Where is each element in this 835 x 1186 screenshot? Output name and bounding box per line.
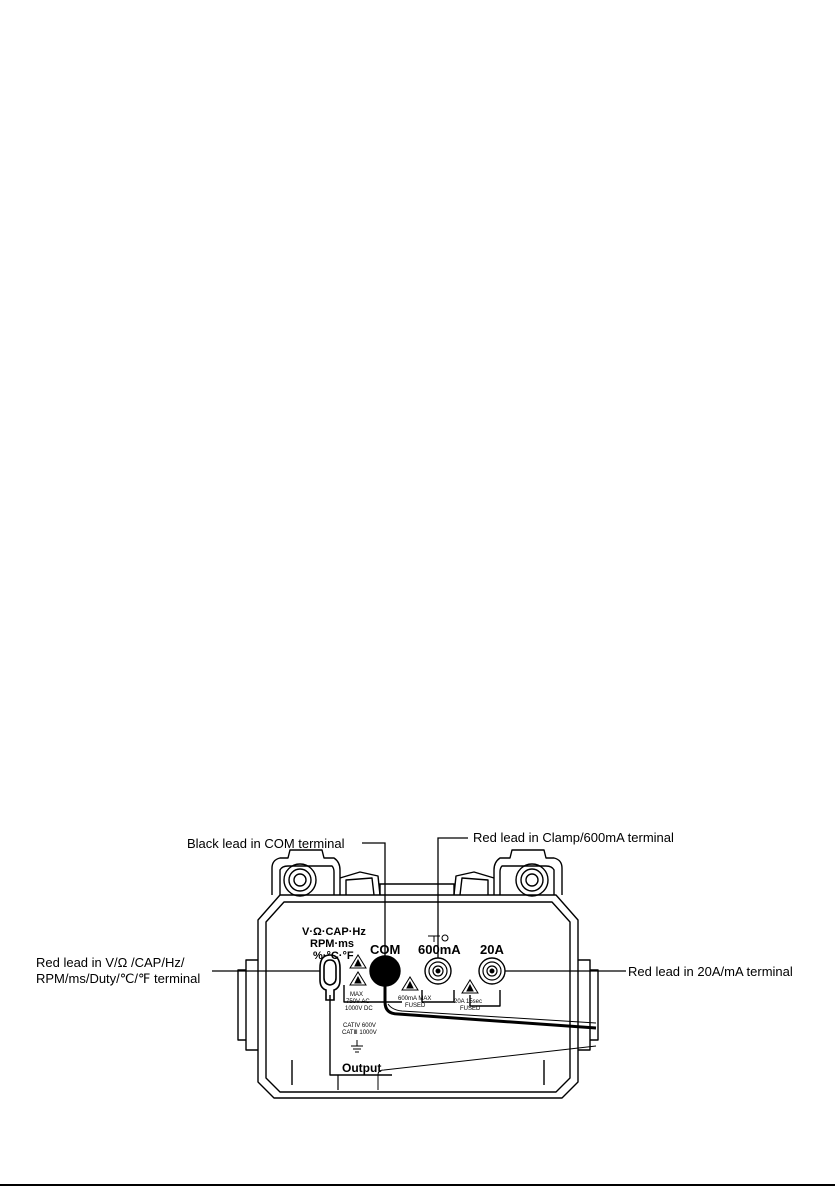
- warning-icon: [350, 955, 478, 993]
- ma-fuse-1: 600mA MAX: [398, 996, 432, 1002]
- max-rating-3: 1000V DC: [345, 1006, 373, 1012]
- ground-icon: [351, 1040, 363, 1052]
- max-rating-1: MAX: [350, 992, 364, 998]
- right-knob-icon: [516, 864, 548, 896]
- cat-rating-2: CATⅢ 1000V: [342, 1030, 377, 1036]
- a20-fuse-2: FUSED: [460, 1006, 481, 1012]
- volt-terminal-label-1: V·Ω·CAP·Hz: [302, 926, 366, 938]
- callout-black-lead-com: Black lead in COM terminal: [187, 836, 345, 851]
- ma-terminal-label: 600mA: [418, 942, 461, 957]
- volt-terminal-label-3: %·°C·°F: [313, 950, 354, 962]
- com-terminal-label: COM: [370, 942, 401, 957]
- ma-fuse-2: FUSED: [405, 1003, 426, 1009]
- callout-red-lead-20a: Red lead in 20A/mA terminal: [628, 964, 793, 979]
- max-rating-2: 750V AC: [346, 999, 370, 1005]
- com-terminal: [370, 956, 596, 1028]
- a20-fuse-1: 20A 15sec: [454, 999, 483, 1005]
- cat-rating-1: CATIV 600V: [343, 1023, 376, 1029]
- a20-terminal-label: 20A: [480, 942, 504, 957]
- callout-red-lead-volt-line1: Red lead in V/Ω /CAP/Hz/: [36, 955, 185, 970]
- volt-terminal-label-2: RPM·ms: [310, 938, 355, 950]
- left-knob-icon: [284, 864, 316, 896]
- callout-red-lead-volt-line2: RPM/ms/Duty/℃/℉ terminal: [36, 971, 201, 986]
- output-label: Output: [342, 1061, 382, 1075]
- a20-terminal: [479, 958, 505, 984]
- ma-terminal: [425, 958, 451, 984]
- callout-red-lead-clamp: Red lead in Clamp/600mA terminal: [473, 830, 674, 845]
- left-bumper: [272, 850, 380, 895]
